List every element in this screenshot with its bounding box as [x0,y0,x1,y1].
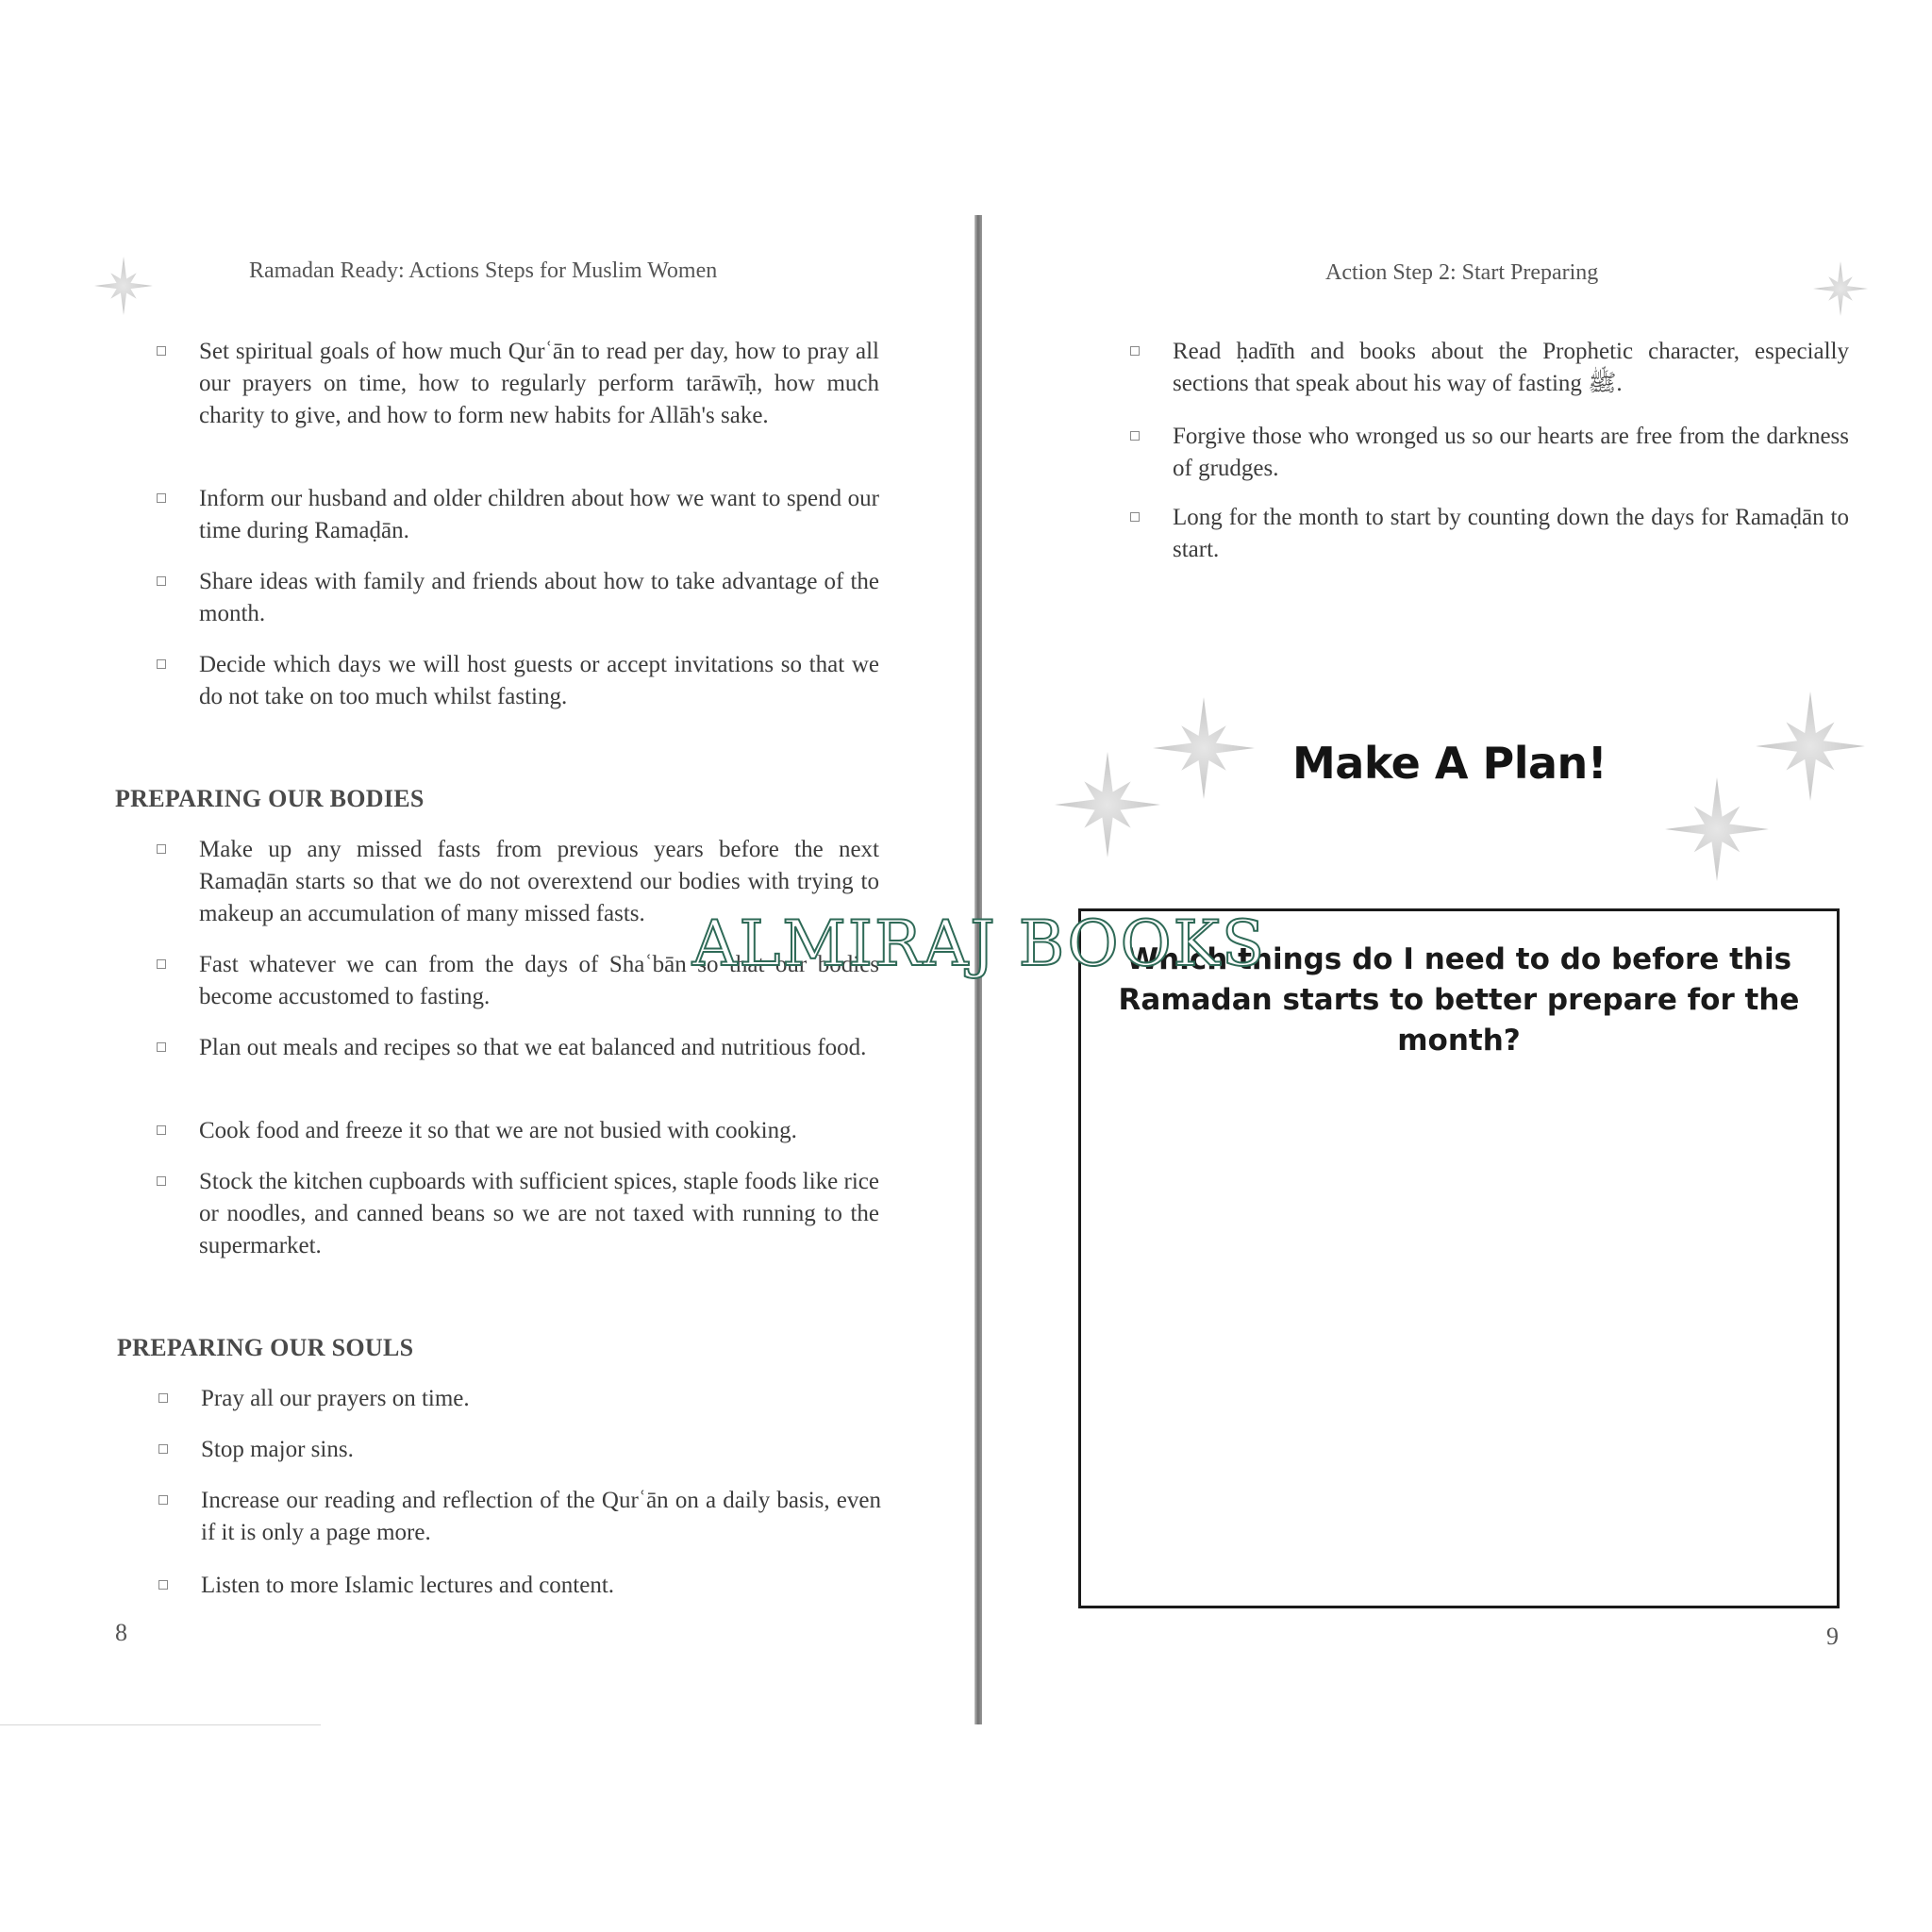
checkbox-icon [157,1176,166,1186]
right-page-header: Action Step 2: Start Preparing [1325,260,1599,285]
sparkle-star-icon [1153,693,1255,803]
sparkle-star-icon [1055,748,1160,861]
checkbox-icon [157,959,166,969]
sparkle-star-icon [94,257,153,315]
checkbox-icon [1130,346,1140,356]
sparkle-star-icon [1755,691,1866,801]
checkbox-icon [157,1125,166,1135]
list-item: Stock the kitchen cupboards with sufficient spices, staple foods like rice or noodles, and canned beans so we are not taxed with running to the supermarket. [157,1166,879,1262]
page-number-left: 8 [115,1619,127,1646]
left-page-header: Ramadan Ready: Actions Steps for Muslim Women [249,258,718,283]
list-item: Stop major sins. [158,1434,881,1466]
plan-writing-box [1078,908,1840,1608]
list-item: Long for the month to start by counting down the days for Ramaḍān to start. [1130,502,1849,566]
sparkle-star-icon [1665,774,1769,885]
list-item: Listen to more Islamic lectures and content. [158,1570,881,1602]
list-item: Inform our husband and older children about how we want to spend our time during Ramaḍān. [157,483,879,547]
plan-question: Which things do I need to do before this Ramadan starts to better prepare for the month? [1118,942,1800,1058]
sparkle-star-icon [1813,258,1868,319]
list-item: Fast whatever we can from the days of Shaʿbān so that our bodies become accustomed to fasting. [157,949,879,1013]
checkbox-icon [1130,431,1140,441]
checkbox-icon [157,576,166,586]
list-item: Make up any missed fasts from previous years before the next Ramaḍān starts so that we do not overextend our bodies with trying to makeup an accumulation of many missed fasts. [157,834,879,930]
section-title-bodies: PREPARING OUR BODIES [115,785,425,812]
list-item: Share ideas with family and friends about how to take advantage of the month. [157,566,879,630]
page-edge-line [0,1724,321,1725]
page-number-right: 9 [1826,1623,1839,1650]
watermark-text: ALMIRAJ BOOKS [691,908,1267,980]
checkbox-icon [157,493,166,503]
list-item: Forgive those who wronged us so our hearts are free from the darkness of grudges. [1130,421,1849,485]
checkbox-icon [157,844,166,854]
section-title-souls: PREPARING OUR SOULS [117,1334,414,1361]
list-item: Pray all our prayers on time. [158,1383,881,1415]
list-item: Decide which days we will host guests or accept invitations so that we do not take on too much whilst fasting. [157,649,879,713]
checkbox-icon [158,1444,168,1454]
list-item: Cook food and freeze it so that we are not busied with cooking. [157,1115,879,1147]
checkbox-icon [1130,512,1140,522]
list-item: Set spiritual goals of how much Qurʿān to read per day, how to pray all our prayers on time, how to regularly perform tarāwīḥ, how much charity to give, and how to form new habits for Allāh's sake. [157,336,879,432]
checkbox-icon [158,1393,168,1403]
list-item: Read ḥadīth and books about the Prophetic character, especially sections that speak about his way of fasting ﷺ. [1130,336,1849,400]
checkbox-icon [158,1495,168,1505]
plan-title: Make A Plan! [1292,738,1607,789]
checkbox-icon [157,346,166,356]
list-item: Plan out meals and recipes so that we eat balanced and nutritious food. [157,1032,879,1064]
checkbox-icon [158,1580,168,1590]
list-item: Increase our reading and reflection of the Qurʿān on a daily basis, even if it is only a page more. [158,1485,881,1549]
checkbox-icon [157,1042,166,1052]
checkbox-icon [157,659,166,669]
